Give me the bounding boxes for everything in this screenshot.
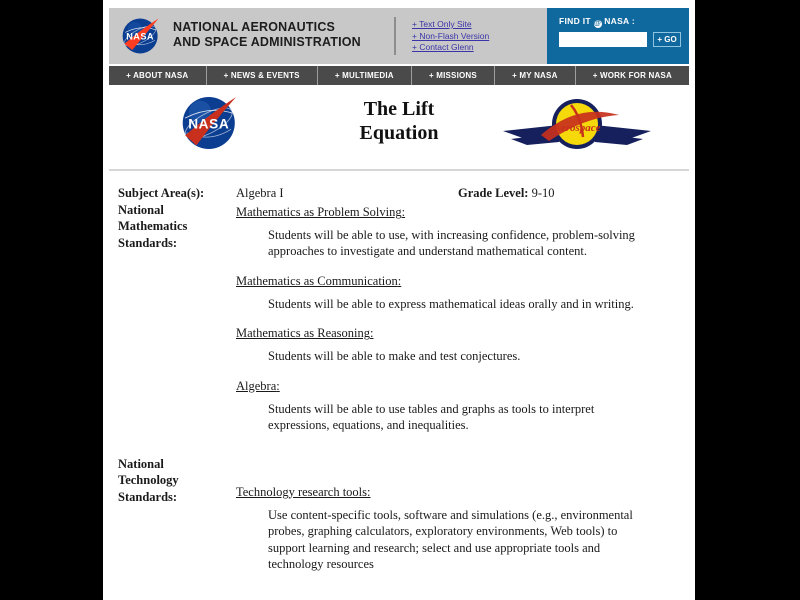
math-standards-label-line-2: Mathematics — [118, 219, 188, 233]
wordmark-line-2: AND SPACE ADMINISTRATION — [173, 35, 361, 49]
non-flash-version-link[interactable]: + Non-Flash Version — [412, 30, 490, 41]
nav-item-about-nasa[interactable]: + ABOUT NASA — [109, 66, 207, 85]
tech-standards-label-line-2: Technology — [118, 473, 179, 487]
aerospace-wings-icon — [501, 97, 653, 153]
math-standards-label — [118, 202, 236, 252]
main-navigation — [109, 66, 689, 85]
standard-text: Students will be able to use, with increasing confidence, problem-solving approaches to investigate and understand mathematical content. — [268, 227, 635, 258]
nav-item-missions[interactable]: + MISSIONS — [412, 66, 495, 85]
nav-item-my-nasa[interactable]: + MY NASA — [495, 66, 576, 85]
standard-text: Students will be able to use tables and graphs as tools to interpret expressions, equations, and inequalities. — [268, 401, 595, 432]
title-divider — [109, 169, 689, 171]
standard-heading: Mathematics as Reasoning: — [236, 326, 374, 340]
standard-heading-text: Mathematics as Communication — [236, 273, 398, 288]
page-title-line-2: Equation — [359, 122, 439, 144]
svg-text:NASA: NASA — [126, 31, 154, 42]
standard-heading: Mathematics as Problem Solving: — [236, 204, 406, 219]
math-standards-content — [236, 202, 685, 434]
nav-item-news-events[interactable]: + NEWS & EVENTS — [207, 66, 318, 85]
find-it-label-prefix: FIND IT — [559, 16, 591, 26]
tech-standards-row — [118, 456, 685, 573]
subject-area-value: Algebra I — [236, 186, 284, 200]
web-page — [103, 0, 695, 600]
masthead-links — [412, 19, 489, 54]
tech-standards-label-line-3: Standards: — [118, 489, 178, 504]
find-it-label-suffix: NASA : — [604, 16, 635, 26]
math-standards-label-line-1: National — [118, 202, 164, 217]
svg-text:NASA: NASA — [188, 116, 230, 132]
text-only-site-link[interactable]: + Text Only Site — [412, 19, 472, 29]
lesson-content — [103, 185, 695, 573]
standard-text: Students will be able to express mathematical ideas orally and in writing. — [268, 296, 634, 311]
subject-area-label: Subject Area(s): — [118, 186, 205, 200]
nasa-meatball-icon[interactable] — [119, 15, 163, 57]
grade-level-value: 9-10 — [531, 186, 555, 200]
nav-item-multimedia[interactable]: + MULTIMEDIA — [318, 66, 412, 85]
nav-item-work-for-nasa[interactable]: + WORK FOR NASA — [592, 71, 672, 80]
standard-heading-text: Technology research tools — [236, 484, 368, 499]
search-input[interactable] — [559, 32, 647, 47]
math-standards-label-line-3: Standards: — [118, 235, 178, 250]
find-it-label — [559, 16, 635, 28]
tech-standards-label — [118, 456, 236, 506]
math-standards-row — [118, 202, 685, 434]
find-it-panel — [547, 8, 689, 64]
standard-heading-text: Mathematics as Problem Solving — [236, 204, 402, 219]
title-band — [109, 89, 689, 165]
standard-heading: Algebra: — [236, 378, 280, 393]
svg-text:Aerospace: Aerospace — [553, 122, 601, 134]
tech-standards-content — [236, 456, 685, 573]
tech-standards-label-line-1: National — [118, 456, 164, 471]
standard-heading: Mathematics as Communication: — [236, 273, 402, 288]
site-masthead — [109, 8, 689, 64]
standard-text: Students will be able to make and test conjectures. — [268, 349, 521, 363]
standard-heading: Technology research tools: — [236, 484, 371, 499]
section-spacer — [118, 434, 685, 456]
page-title-line-1: The Lift — [363, 98, 435, 120]
masthead-divider — [394, 17, 396, 55]
standard-heading-text: Algebra — [236, 378, 277, 393]
at-symbol-icon: @ — [593, 20, 602, 27]
contact-glenn-link[interactable]: + Contact Glenn — [412, 42, 474, 52]
wordmark-line-1: NATIONAL AERONAUTICS — [173, 20, 336, 34]
grade-level-row — [458, 185, 555, 202]
search-go-button[interactable]: + GO — [653, 32, 681, 47]
subject-area-row — [118, 185, 685, 202]
nasa-wordmark — [173, 20, 361, 50]
standard-heading-text: Mathematics as Reasoning — [236, 326, 370, 340]
standard-text: Use content-specific tools, software and simulations (e.g., environmental probes, graphing calculators, exploratory environments, Web tools) to support learning and research; select and use appropriate tools and technology resources — [268, 507, 633, 571]
grade-level-label: Grade Level: — [458, 186, 529, 200]
